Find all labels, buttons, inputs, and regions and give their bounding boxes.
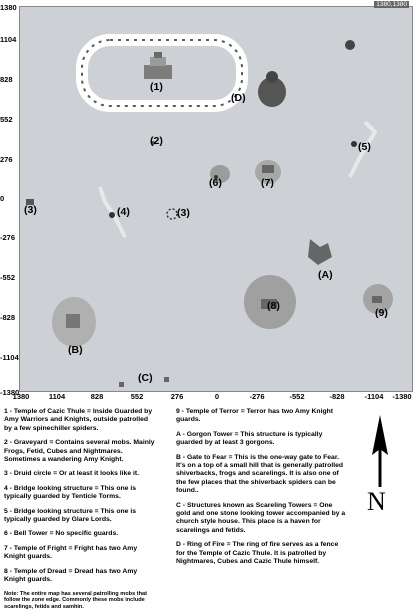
- label-bell-tower: (6): [209, 177, 222, 189]
- label-druid-circle-center: (3): [177, 207, 190, 219]
- label-gate-to-fear: (B): [68, 344, 83, 356]
- x-tick: 276: [170, 392, 184, 401]
- y-tick: -828: [0, 313, 16, 322]
- label-ring-of-fire: (D): [231, 92, 246, 104]
- map-terrain: [20, 7, 412, 391]
- y-tick: -276: [0, 233, 16, 242]
- legend-entry: 1 - Temple of Cazic Thule = Inside Guarded by Amy Warriors and Knights, outside patrolled by a few spinechiller spiders.: [4, 408, 153, 432]
- y-tick: 1380: [0, 3, 17, 12]
- x-tick: 1380: [12, 392, 30, 401]
- y-tick: 828: [0, 75, 13, 84]
- zone-map: [19, 6, 413, 392]
- legend-entry: 2 - Graveyard = Contains several mobs. Mainly Frogs, Fetid, Cubes and Nightmares. Sometimes a wandering Amy Knight.: [4, 439, 155, 464]
- label-temple-of-terror: (9): [375, 307, 388, 319]
- label-bridge-5: (5): [358, 141, 371, 153]
- x-tick: 0: [214, 392, 220, 401]
- x-tick: -276: [249, 392, 265, 401]
- y-tick: -1380: [0, 388, 20, 397]
- legend-entry: C - Structures known as Scareling Towers = One gold and one stone looking tower accompanied by a church style house. This place is a haven for scarelings and fetids.: [176, 501, 346, 534]
- y-tick: 552: [0, 115, 13, 124]
- legend-entry: 7 - Temple of Fright = Fright has two Amy Knight guards.: [4, 544, 138, 561]
- x-tick: 828: [90, 392, 104, 401]
- y-tick: -552: [0, 273, 16, 282]
- x-tick: -1380: [392, 392, 412, 401]
- label-gorgon-tower: (A): [318, 269, 333, 281]
- legend-note: Note: The entire map has several patrolling mobs that follow the zone edge. Commonly these mobs include scarelings, fetids and samhin.: [4, 590, 147, 610]
- y-tick: 1104: [0, 35, 17, 44]
- legend-entry: 3 - Druid circle = Or at least it looks like it.: [4, 470, 140, 478]
- x-tick: 1104: [48, 392, 66, 401]
- label-scareling-towers: (C): [138, 372, 153, 384]
- north-arrow: [360, 415, 400, 525]
- y-tick: 276: [0, 155, 13, 164]
- label-graveyard: (2): [150, 135, 163, 147]
- x-tick: -828: [329, 392, 345, 401]
- label-temple-of-dread: (8): [267, 300, 280, 312]
- legend-left: [4, 408, 156, 616]
- label-bridge-4: (4): [117, 206, 130, 218]
- legend-entry: 5 - Bridge looking structure = This one is typically guarded by Glare Lords.: [4, 507, 136, 524]
- y-tick: 0: [0, 194, 5, 203]
- legend-entry: 9 - Temple of Terror = Terror has two Amy Knight guards.: [176, 408, 334, 424]
- legend-entry: 4 - Bridge looking structure = This one is typically guarded by Tenticle Torms.: [4, 484, 136, 501]
- coordinate-readout: 1380,1380: [376, 1, 407, 8]
- x-tick: -552: [289, 392, 305, 401]
- label-temple-of-fright: (7): [261, 177, 274, 189]
- legend-entry: A - Gorgon Tower = This structure is typically guarded by at least 3 gorgons.: [176, 430, 323, 447]
- legend-entry: D - Ring of Fire = The ring of fire serves as a fence for the Temple of Cazic Thule. It is patrolled by Nightmares, Cubes and Cazic Thule himself.: [176, 541, 339, 566]
- legend-right: [176, 408, 348, 573]
- y-tick: -1104: [0, 353, 19, 362]
- legend-entry: 8 - Temple of Dread = Dread has two Amy Knight guards.: [4, 567, 138, 584]
- legend-entry: B - Gate to Fear = This is the one-way gate to Fear. It's on a top of a small hill that is generally patrolled shiverbacks, frogs and scarelings. It is also one of the few places that the shiverback spiders can be found..: [176, 453, 344, 495]
- label-druid-circle-west: (3): [24, 204, 37, 216]
- x-tick: -1104: [364, 392, 384, 401]
- north-letter: N: [367, 487, 386, 516]
- label-temple-cazic-thule: (1): [150, 81, 163, 93]
- legend-entry: 6 - Bell Tower = No specific guards.: [4, 530, 119, 538]
- x-tick: 552: [130, 392, 144, 401]
